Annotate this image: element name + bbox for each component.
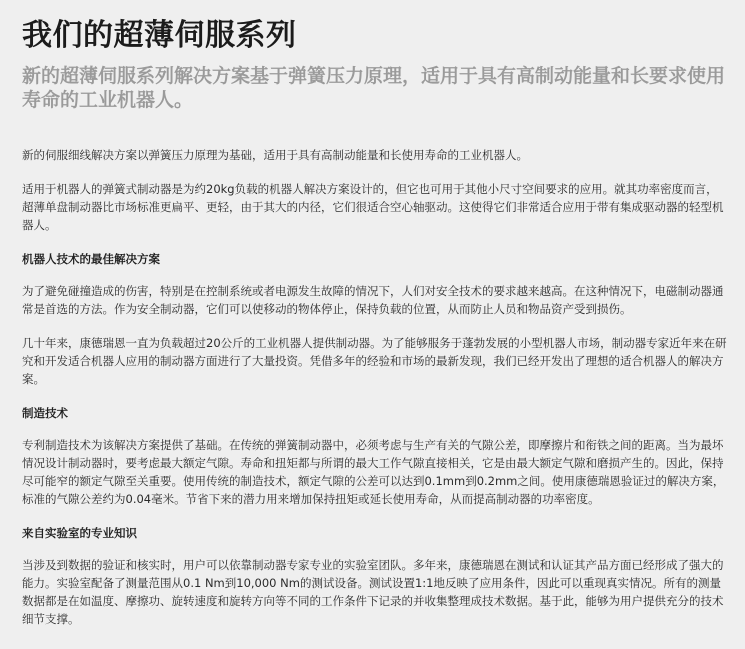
section-paragraph: 专利制造技术为该解决方案提供了基础。在传统的弹簧制动器中，必须考虑与生产有关的气隙公差，即摩擦片和衔铁之间的距离。当为最坏情况设计制动器时，要考虑最大额定气隙。寿命和扭矩都与所谓的最大工作气隙直接相关，它是由最大额定气隙和磨损产生的。因此，保持尽可能窄的额定气隙至关重要。使用传统的制造技术，额定气隙的公差可以达到0.1mm到0.2mm之间。使用康德瑞恩验证过的解决方案，标准的气隙公差约为0.04毫米。节省下来的潜力用来增加保持扭矩或延长使用寿命，从而提高制动器的功率密度。 — [22, 438, 725, 506]
section-heading-robotics: 机器人技术的最佳解决方案 — [22, 252, 160, 266]
section-heading-manufacturing: 制造技术 — [22, 406, 68, 420]
section-paragraph: 几十年来，康德瑞恩一直为负载超过20公斤的工业机器人提供制动器。为了能够服务于蓬勃发展的小型机器人市场，制动器专家近年来在研究和开发适合机器人应用的制动器方面进行了大量投资。凭借多年的经验和市场的最新发现，我们已经开发出了理想的适合机器人的解决方案。 — [22, 336, 727, 386]
section-paragraph: 当涉及到数据的验证和核实时，用户可以依靠制动器专家专业的实验室团队。多年来，康德瑞恩在测试和认证其产品方面已经形成了强大的能力。实验室配备了测量范围从0.1 Nm到10,000 Nm的测试设备。测试设置1:1地反映了应用条件，因此可以重现真实情况。所有的测量数据都是在如温度、摩擦功、旋转速度和旋转方向等不同的工作条件下记录的并收集整理成技术数据。基于此，能够为用户提供充分的技术细节支撑。 — [22, 558, 724, 626]
intro-paragraph: 新的伺服细线解决方案以弹簧压力原理为基础，适用于具有高制动能量和长使用寿命的工业机器人。 — [22, 148, 528, 162]
article-body — [22, 146, 728, 628]
intro-paragraph: 适用于机器人的弹簧式制动器是为约20kg负载的机器人解决方案设计的，但它也可用于其他小尺寸空间要求的应用。就其功率密度而言，超薄单盘制动器比市场标准更扁平、更轻，由于其大的内径，它们很适合空心轴驱动。这使得它们非常适合应用于带有集成驱动器的轻型机器人。 — [22, 182, 724, 232]
section-heading-laboratory: 来自实验室的专业知识 — [22, 526, 137, 540]
page-subtitle: 新的超薄伺服系列解决方案基于弹簧压力原理，适用于具有高制动能量和长要求使用寿命的工业机器人。 — [22, 65, 726, 111]
section-paragraph: 为了避免碰撞造成的伤害，特别是在控制系统或者电源发生故障的情况下，人们对安全技术的要求越来越高。在这种情况下，电磁制动器通常是首选的方法。作为安全制动器，它们可以使移动的物体停止，保持负载的位置，从而防止人员和物品资产受到损伤。 — [22, 284, 724, 316]
page-title: 我们的超薄伺服系列 — [22, 18, 297, 53]
